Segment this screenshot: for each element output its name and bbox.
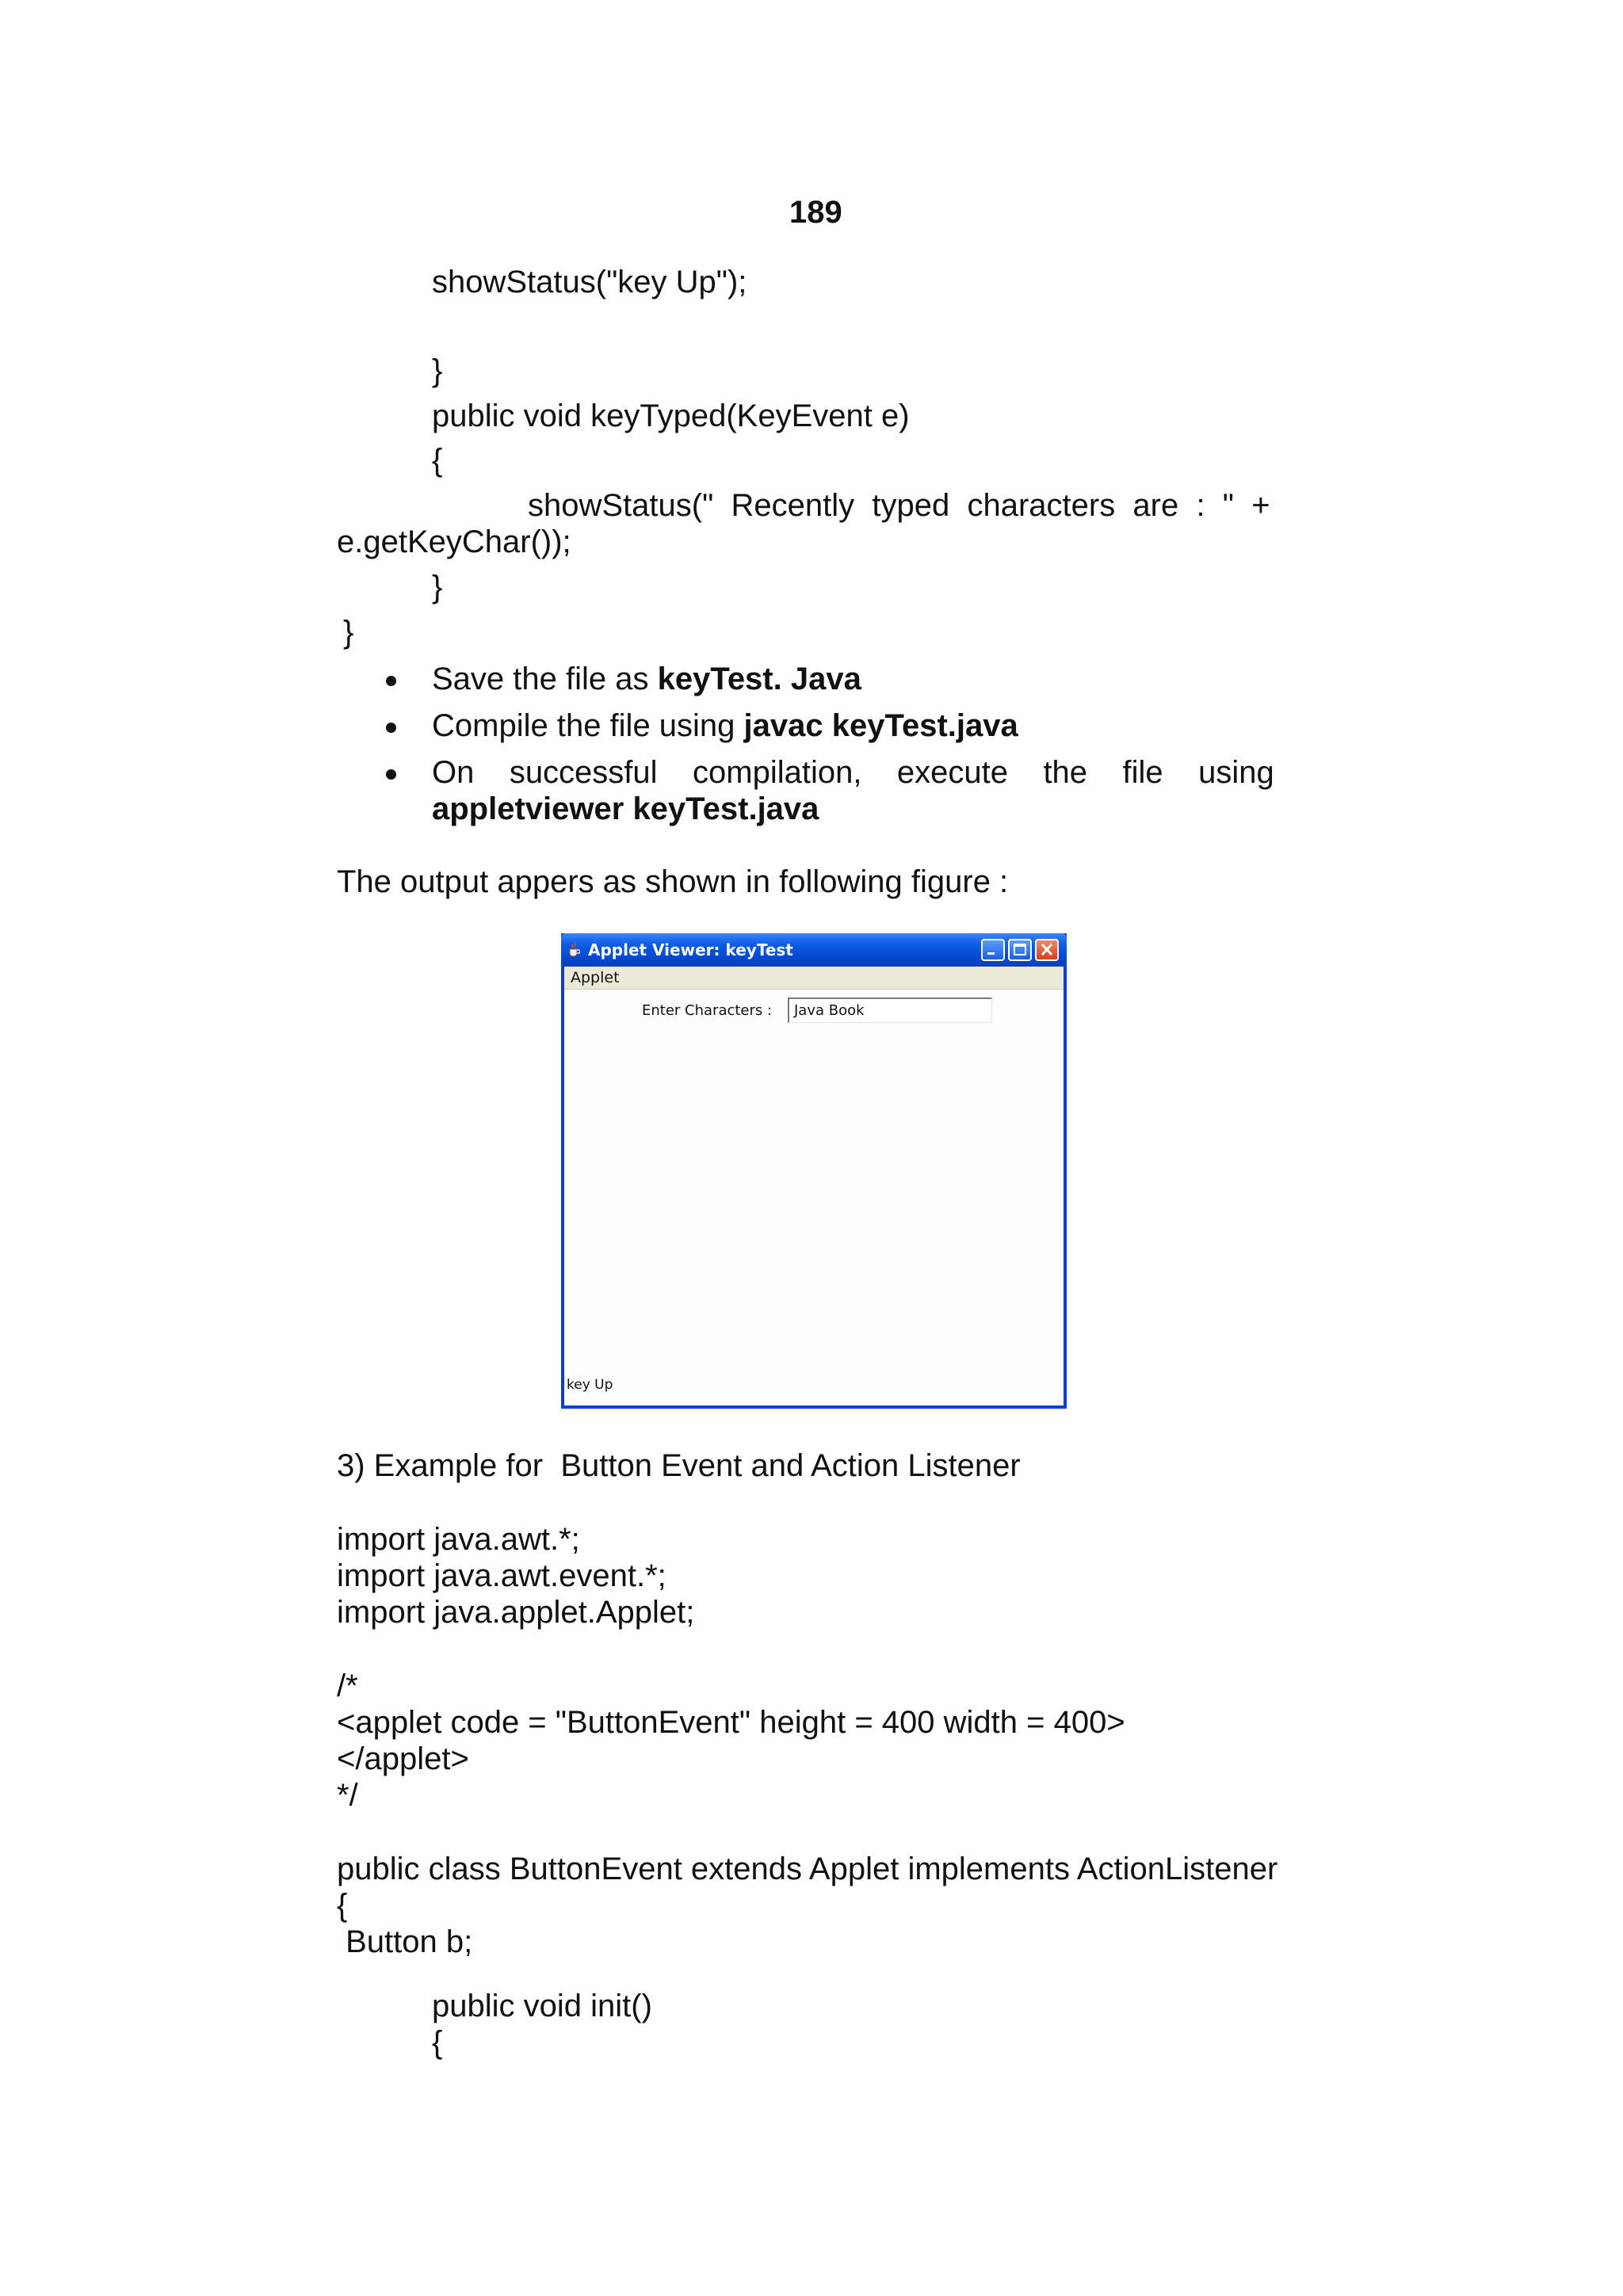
bullet-text: Save the file as [432,662,658,696]
bullet-dot [386,769,396,780]
page-number: 189 [789,195,842,230]
code-line: } [432,570,443,605]
code-line: } [432,353,443,388]
code-line: { [432,2025,443,2060]
maximize-icon [1010,940,1030,959]
code-line: import java.applet.Applet; [337,1595,695,1630]
code-line: public class ButtonEvent extends Applet implements ActionListener [337,1852,1278,1886]
code-line: import java.awt.*; [337,1522,580,1557]
code-line: </applet> [337,1741,469,1776]
menu-applet[interactable]: Applet [571,969,620,986]
code-line: showStatus(" Recently typed characters are : " + [528,488,1270,523]
applet-viewer-window [561,933,1067,1409]
window-titlebar [561,933,1067,967]
code-line: { [432,443,443,478]
window-title: Applet Viewer: keyTest [588,940,793,959]
output-description: The output appers as shown in following figure : [337,864,1009,899]
bullet-bold-text: javac keyTest.java [743,708,1018,743]
minimize-button[interactable] [981,939,1005,961]
code-line: { [337,1888,348,1923]
bullet-dot [386,676,396,686]
bullet-item [432,661,861,697]
bullet-item [432,707,1018,744]
code-line: Button b; [337,1924,473,1959]
bullet-text: Compile the file using [432,708,744,743]
minimize-icon [983,940,1003,959]
code-line: public void keyTyped(KeyEvent e) [432,399,910,433]
status-bar-text: key Up [567,1377,613,1393]
window-menubar [564,967,1064,990]
bullet-bold-text: keyTest. Java [657,662,861,696]
code-line: showStatus("key Up"); [432,265,747,299]
code-line: e.getKeyChar()); [337,524,571,559]
close-icon [1037,940,1057,959]
bullet-dot [386,723,396,733]
code-line: import java.awt.event.*; [337,1558,666,1593]
code-line: <applet code = "ButtonEvent" height = 400 width = 400> [337,1705,1125,1740]
maximize-button[interactable] [1008,939,1032,961]
code-line: /* [337,1669,358,1703]
bullet-item: On successful compilation, execute the file using [432,755,1274,790]
close-button[interactable] [1035,939,1059,961]
java-cup-icon [567,943,580,957]
bullet-bold-text: appletviewer keyTest.java [432,791,819,826]
enter-characters-label: Enter Characters : [642,1002,773,1019]
applet-area [564,990,1064,1405]
code-line: public void init() [432,1989,652,2023]
code-line: } [343,615,354,650]
section-heading: 3) Example for Button Event and Action Listener [337,1448,1021,1483]
code-line: */ [337,1778,358,1813]
characters-input[interactable]: Java Book [788,997,992,1023]
